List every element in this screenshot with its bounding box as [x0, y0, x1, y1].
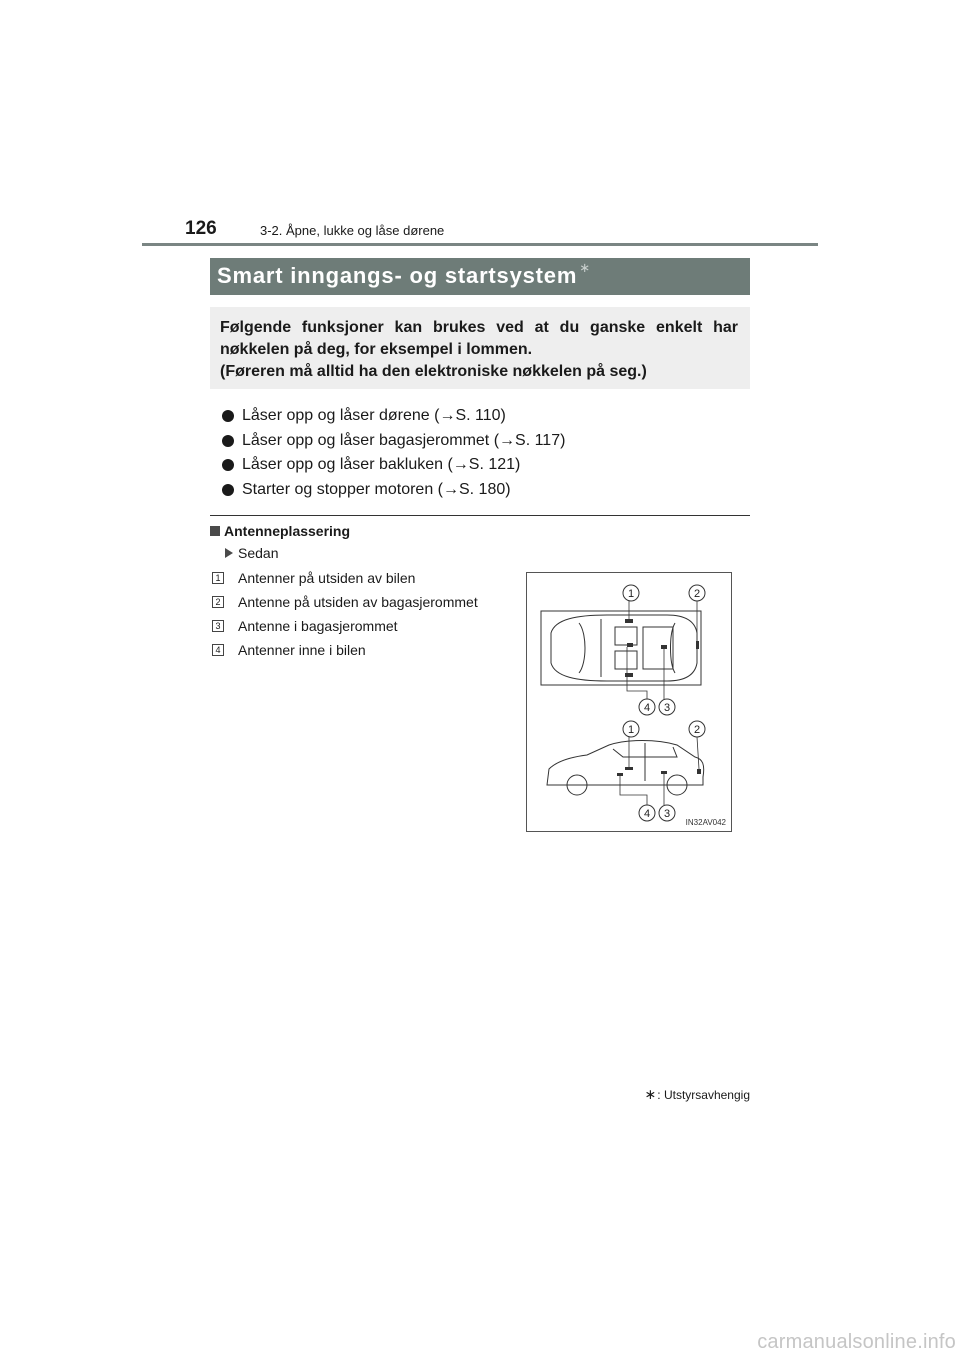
- front-seat-left: [615, 627, 637, 645]
- legend-text: Antenne i bagasjerommet: [238, 618, 398, 634]
- optional-equipment-marker: ∗: [579, 260, 591, 275]
- legend-item: [212, 614, 512, 638]
- legend-number-box: 1: [212, 572, 224, 584]
- antenna-marker-side-3: [661, 771, 667, 774]
- callout-side-4: 4: [643, 808, 651, 820]
- list-item: [222, 429, 742, 454]
- legend-number-box: 3: [212, 620, 224, 632]
- title-bar: [210, 258, 750, 295]
- antenna-legend: [212, 566, 512, 662]
- header-rule: [142, 243, 818, 246]
- legend-number-box: 2: [212, 596, 224, 608]
- bullet-dot-icon: [222, 459, 234, 471]
- callout-side-3: 3: [663, 808, 671, 820]
- antenna-marker-side-4: [617, 773, 623, 776]
- antenna-marker-top-4: [627, 643, 633, 647]
- top-antennas: [625, 619, 699, 677]
- legend-item: [212, 566, 512, 590]
- triangle-bullet-icon: [225, 548, 233, 558]
- variant-label: [225, 545, 278, 561]
- footnote-marker: ∗: [644, 1086, 657, 1102]
- antenna-marker-side-1: [625, 767, 633, 770]
- bullet-dot-icon: [222, 410, 234, 422]
- square-bullet-icon: [210, 526, 220, 536]
- callout-side-2: 2: [693, 724, 701, 736]
- antenna-heading: [210, 523, 350, 539]
- list-item: [222, 453, 742, 478]
- antenna-marker-top-2: [696, 641, 699, 649]
- top-view-frame: [541, 611, 701, 685]
- callout-top-3: 3: [663, 702, 671, 714]
- watermark: carmanualsonline.info: [757, 1331, 956, 1353]
- legend-text: Antenner på utsiden av bilen: [238, 570, 416, 586]
- list-item-text: Starter og stopper motoren (→S. 180): [242, 480, 511, 498]
- top-car-body: [551, 615, 697, 681]
- antenna-marker-top-1: [625, 619, 633, 623]
- intro-line-2: nøkkelen på deg, for eksempel i lommen.: [220, 341, 533, 358]
- antenna-heading-text: Antenneplassering: [224, 523, 351, 539]
- callout-top-2: 2: [693, 588, 701, 600]
- page-number: 126: [185, 218, 217, 239]
- callout-top-1: 1: [627, 588, 635, 600]
- list-item-text: Låser opp og låser dørene (→S. 110): [242, 407, 506, 425]
- side-leader-lines: [620, 737, 699, 805]
- antenna-figure: [526, 572, 732, 832]
- legend-item: [212, 590, 512, 614]
- legend-number-box: 4: [212, 644, 224, 656]
- rear-seat: [643, 627, 673, 669]
- list-item-text: Låser opp og låser bagasjerommet (→S. 117): [242, 431, 566, 449]
- front-seat-right: [615, 651, 637, 669]
- side-antennas: [617, 767, 701, 776]
- page-header: [185, 218, 817, 246]
- page-title-text: Smart inngangs- og startsystem: [217, 263, 578, 288]
- bullet-dot-icon: [222, 484, 234, 496]
- function-list: [222, 404, 742, 502]
- callout-side-1: 1: [627, 724, 635, 736]
- section-divider: [210, 515, 750, 516]
- variant-text: Sedan: [238, 545, 279, 561]
- figure-code: IN32AV042: [685, 818, 726, 827]
- antenna-marker-side-2: [697, 769, 701, 774]
- footnote: [645, 1086, 750, 1103]
- page-title: [217, 260, 591, 289]
- antenna-marker-top-3: [661, 645, 667, 649]
- antenna-marker-top-1b: [625, 673, 633, 677]
- legend-text: Antenne på utsiden av bagasjerommet: [238, 594, 478, 610]
- list-item-text: Låser opp og låser bakluken (→S. 121): [242, 456, 521, 474]
- car-diagram: [527, 573, 733, 833]
- legend-item: [212, 638, 512, 662]
- intro-line-3: (Føreren må alltid ha den elektroniske nøkkelen på seg.): [220, 363, 647, 380]
- intro-box: [210, 307, 750, 389]
- footnote-text: : Utstyrsavhengig: [657, 1087, 750, 1102]
- section-title: 3-2. Åpne, lukke og låse dørene: [260, 223, 445, 238]
- list-item: [222, 404, 742, 429]
- callout-top-4: 4: [643, 702, 651, 714]
- legend-text: Antenner inne i bilen: [238, 642, 366, 658]
- list-item: [222, 478, 742, 503]
- intro-line-1: Følgende funksjoner kan brukes ved at du ganske enkelt har: [220, 319, 738, 336]
- top-windshield: [579, 623, 585, 673]
- car-top-view: [541, 611, 701, 685]
- side-car-body: [547, 741, 704, 786]
- bullet-dot-icon: [222, 435, 234, 447]
